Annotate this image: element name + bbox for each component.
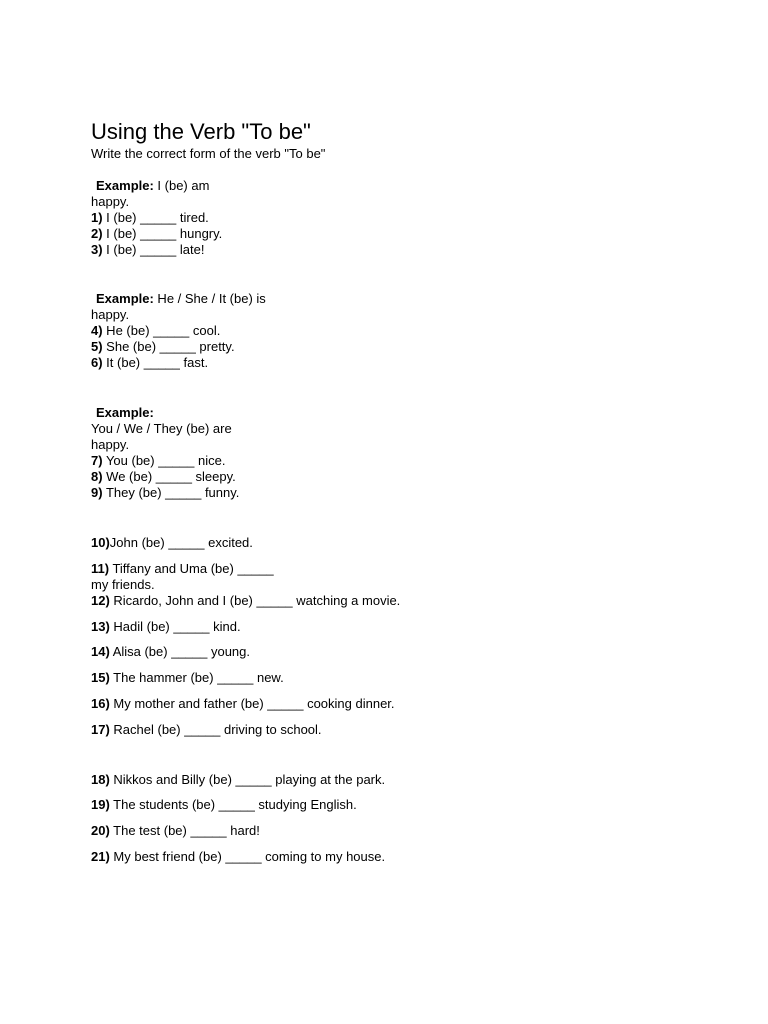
exercise-item [91,485,239,501]
item-text: My best friend (be) _____ coming to my house. [109,849,386,864]
exercise-item [91,561,274,577]
exercise-item [91,849,385,865]
example-label: Example: [96,291,154,306]
item-number: 19) [91,797,110,812]
exercise-item [91,823,260,839]
item-text: Ricardo, John and I (be) _____ watching a movie. [109,593,401,608]
item-number: 20) [91,823,110,838]
exercise-item [91,722,322,738]
item-number: 9) [91,485,103,500]
item-number: 4) [91,323,103,338]
exercise-item-cont: my friends. [91,577,155,592]
example-3-text: You / We / They (be) are [91,421,232,436]
item-text: I (be) _____ tired. [102,210,209,225]
item-number: 21) [91,849,110,864]
exercise-item [91,339,235,355]
exercise-item [91,355,208,371]
item-text: Rachel (be) _____ driving to school. [109,722,322,737]
item-number: 18) [91,772,110,787]
example-text: I (be) am [153,178,210,193]
example-3-cont: happy. [91,437,130,452]
item-text: The test (be) _____ hard! [109,823,260,838]
exercise-item [91,696,395,712]
exercise-item [91,210,209,226]
instructions: Write the correct form of the verb "To be" [91,146,326,161]
example-text: He / She / It (be) is [153,291,266,306]
item-number: 11) [91,561,110,576]
exercise-item [91,242,204,258]
item-text: Tiffany and Uma (be) _____ [109,561,274,576]
item-number: 13) [91,619,110,634]
exercise-item [91,619,241,635]
example-label: Example: [96,405,154,420]
item-text: Alisa (be) _____ young. [109,644,251,659]
item-text: Hadil (be) _____ kind. [109,619,241,634]
exercise-item [91,797,357,813]
item-text: I (be) _____ hungry. [102,226,223,241]
item-text: He (be) _____ cool. [102,323,221,338]
item-text: We (be) _____ sleepy. [102,469,236,484]
item-number: 3) [91,242,103,257]
item-number: 2) [91,226,103,241]
item-number: 14) [91,644,110,659]
item-text: John (be) _____ excited. [109,535,253,550]
exercise-item [91,535,253,551]
exercise-item [91,644,250,660]
exercise-item [91,323,220,339]
example-2 [91,291,266,307]
exercise-item [91,593,400,609]
item-text: I (be) _____ late! [102,242,205,257]
exercise-item [91,453,225,469]
item-text: They (be) _____ funny. [102,485,240,500]
exercise-item [91,226,222,242]
item-number: 15) [91,670,110,685]
exercise-item [91,670,284,686]
example-1 [91,178,209,194]
item-number: 12) [91,593,110,608]
item-text: She (be) _____ pretty. [102,339,235,354]
item-number: 8) [91,469,103,484]
item-text: You (be) _____ nice. [102,453,226,468]
item-text: It (be) _____ fast. [102,355,209,370]
example-1-cont: happy. [91,194,130,209]
exercise-item [91,469,236,485]
item-text: The hammer (be) _____ new. [109,670,284,685]
item-number: 7) [91,453,103,468]
example-3 [91,405,154,421]
item-number: 16) [91,696,110,711]
item-text: The students (be) _____ studying English. [109,797,357,812]
item-number: 17) [91,722,110,737]
item-text: Nikkos and Billy (be) _____ playing at the park. [109,772,386,787]
item-number: 1) [91,210,103,225]
example-label: Example: [96,178,154,193]
item-number: 6) [91,355,103,370]
item-text: My mother and father (be) _____ cooking dinner. [109,696,395,711]
item-number: 10) [91,535,110,550]
page-title: Using the Verb "To be" [91,119,311,144]
example-2-cont: happy. [91,307,130,322]
item-number: 5) [91,339,103,354]
exercise-item [91,772,385,788]
